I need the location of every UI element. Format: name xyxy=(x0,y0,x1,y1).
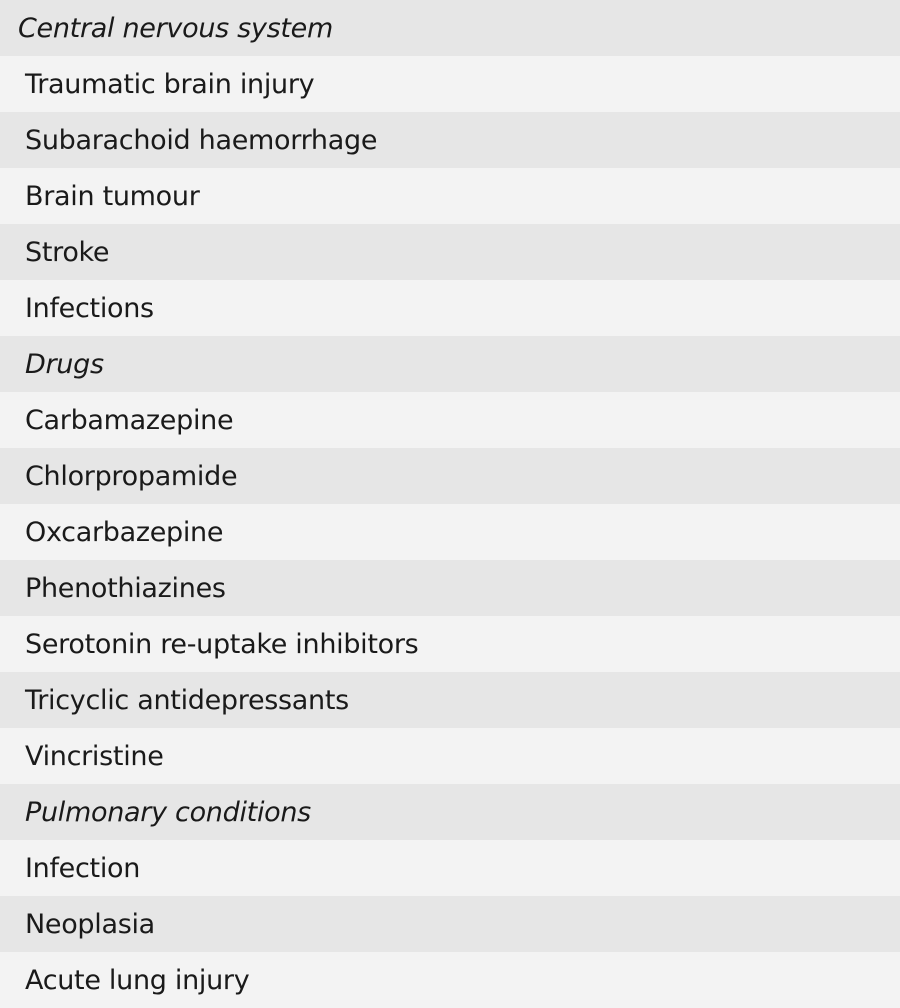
list-item: Carbamazepine xyxy=(0,392,900,448)
list-item: Oxcarbazepine xyxy=(0,504,900,560)
list-item: Subarachoid haemorrhage xyxy=(0,112,900,168)
list-item: Infections xyxy=(0,280,900,336)
list-item: Neoplasia xyxy=(0,896,900,952)
list-item: Chlorpropamide xyxy=(0,448,900,504)
list-item: Acute lung injury xyxy=(0,952,900,1008)
list-item: Stroke xyxy=(0,224,900,280)
section-heading-central-nervous-system: Central nervous system xyxy=(0,0,900,56)
list-item: Serotonin re-uptake inhibitors xyxy=(0,616,900,672)
list-item: Tricyclic antidepressants xyxy=(0,672,900,728)
list-item: Phenothiazines xyxy=(0,560,900,616)
list-item: Traumatic brain injury xyxy=(0,56,900,112)
list-item: Brain tumour xyxy=(0,168,900,224)
section-heading-drugs: Drugs xyxy=(0,336,900,392)
section-heading-pulmonary-conditions: Pulmonary conditions xyxy=(0,784,900,840)
list-item: Infection xyxy=(0,840,900,896)
list-item: Vincristine xyxy=(0,728,900,784)
